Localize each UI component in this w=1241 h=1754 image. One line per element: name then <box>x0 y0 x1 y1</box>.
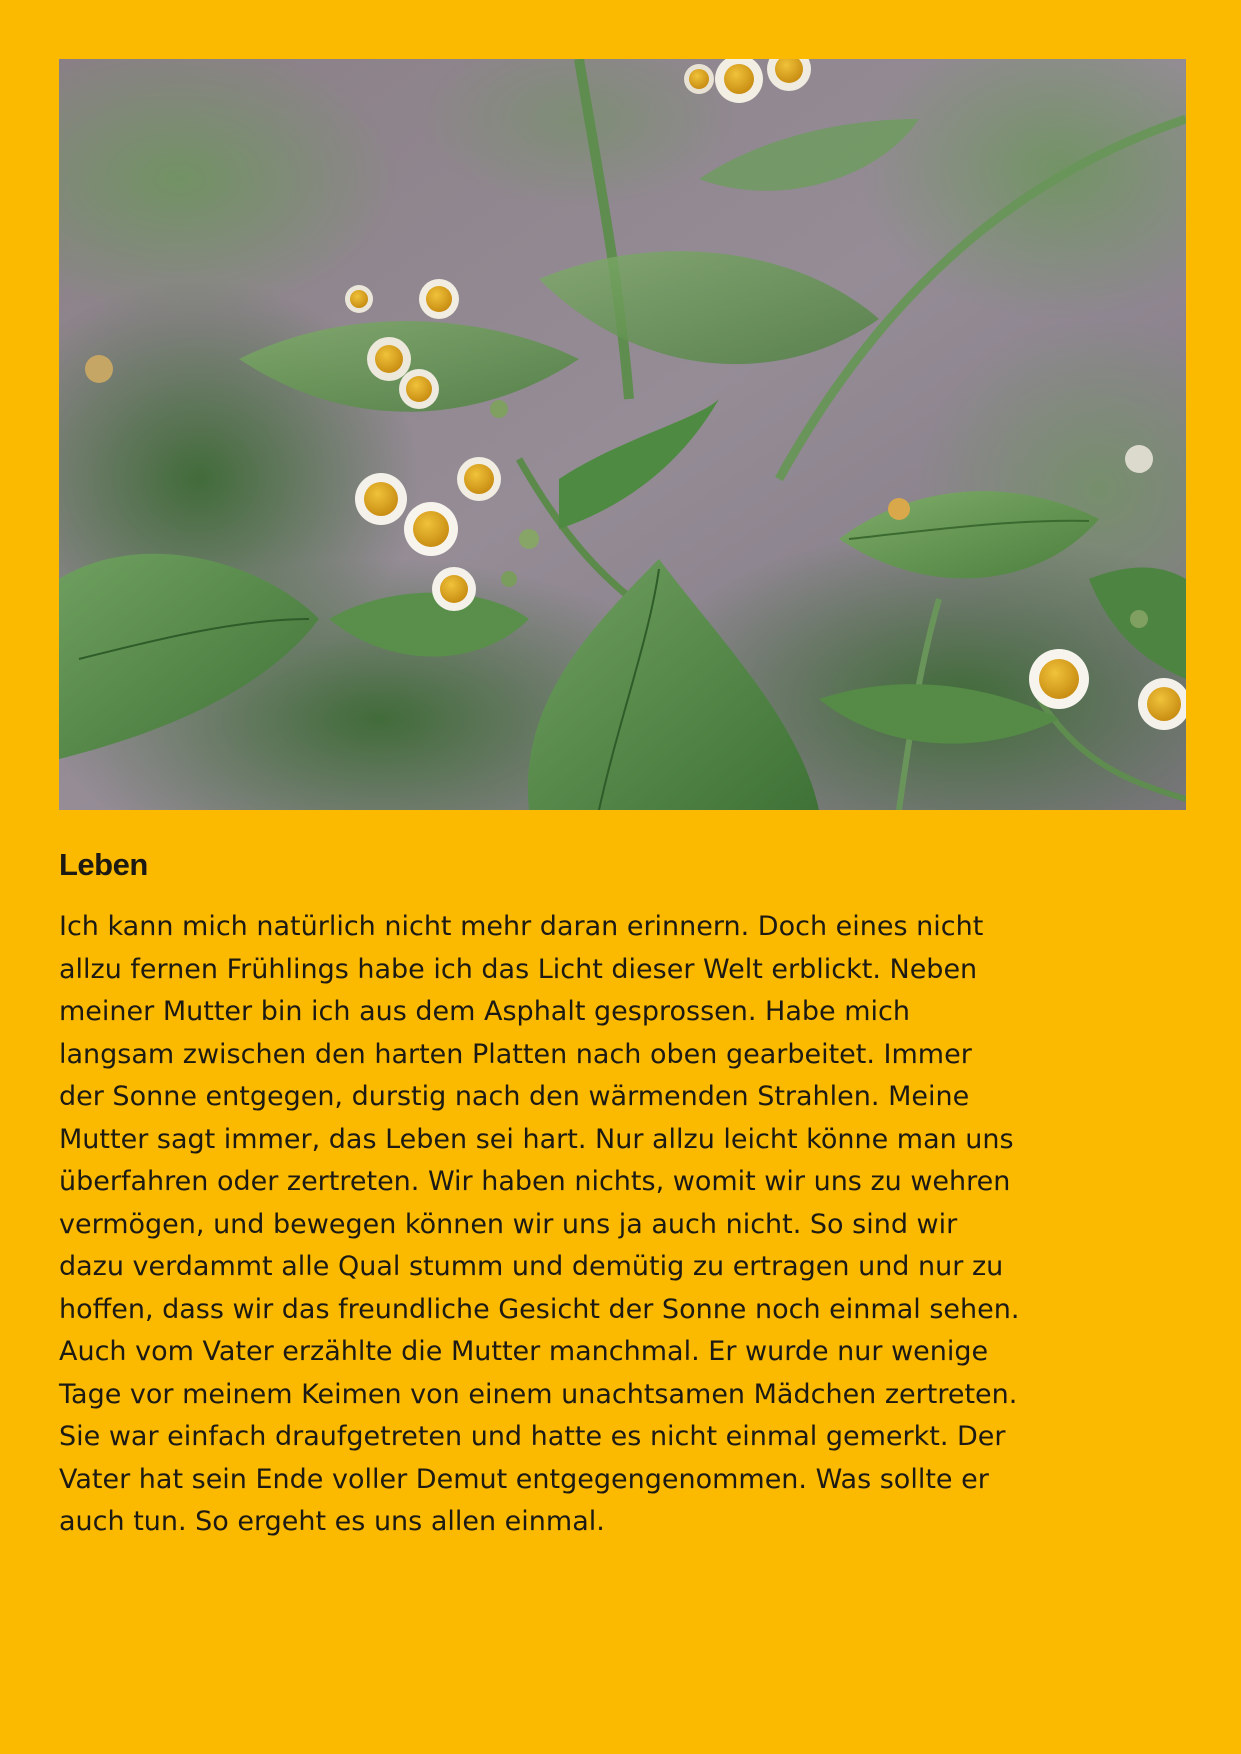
text-line: hoffen, dass wir das freundliche Gesicht der Sonne noch einmal sehen. <box>59 1293 1020 1325</box>
text-line: Ich kann mich natürlich nicht mehr daran erinnern. Doch eines nicht <box>59 911 984 942</box>
text-line: meiner Mutter bin ich aus dem Asphalt gesprossen. Habe mich <box>59 996 910 1027</box>
text-line: Sie war einfach draufgetreten und hatte es nicht einmal gemerkt. Der <box>59 1421 1006 1452</box>
text-line: der Sonne entgegen, durstig nach den wärmenden Strahlen. Meine <box>59 1081 970 1112</box>
flower-photo-icon <box>59 59 1186 810</box>
text-line: Vater hat sein Ende voller Demut entgegengenommen. Was sollte er <box>59 1463 989 1495</box>
text-line: Tage vor meinem Keimen von einem unachtsamen Mädchen zertreten. <box>59 1378 1018 1410</box>
text-line: auch tun. So ergeht es uns allen einmal. <box>59 1506 605 1537</box>
text-line: überfahren oder zertreten. Wir haben nichts, womit wir uns zu wehren <box>59 1166 1011 1197</box>
text-line: dazu verdammt alle Qual stumm und demütig zu ertragen und nur zu <box>59 1251 1004 1282</box>
text-line: Auch vom Vater erzählte die Mutter manchmal. Er wurde nur wenige <box>59 1336 989 1367</box>
page-title: Leben <box>59 847 148 882</box>
text-line: allzu fernen Frühlings habe ich das Licht dieser Welt erblickt. Neben <box>59 953 978 985</box>
text-line: Mutter sagt immer, das Leben sei hart. Nur allzu leicht könne man uns <box>59 1123 1014 1155</box>
article-body <box>59 906 1199 1544</box>
text-line: vermögen, und bewegen können wir uns ja auch nicht. So sind wir <box>59 1208 958 1240</box>
flower-photo <box>59 59 1186 810</box>
text-line: langsam zwischen den harten Platten nach oben gearbeitet. Immer <box>59 1038 972 1070</box>
